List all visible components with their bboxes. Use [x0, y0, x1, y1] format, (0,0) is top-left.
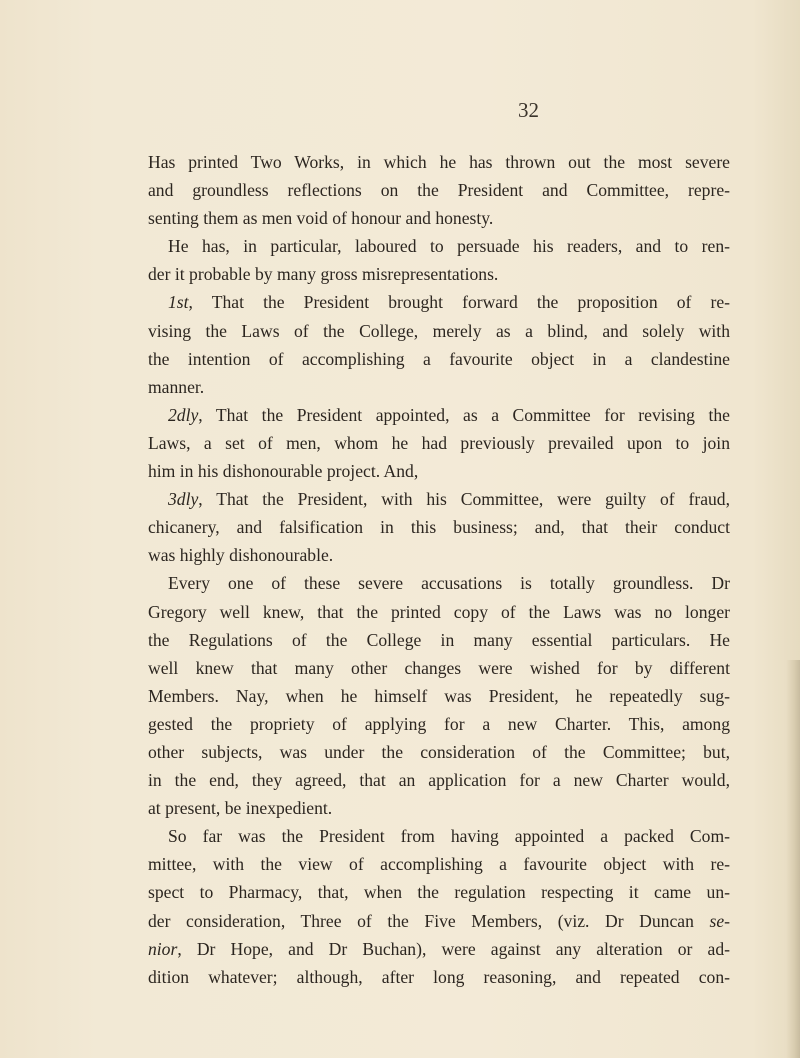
text-line	[148, 569, 730, 597]
text-line	[148, 232, 730, 260]
text-line	[148, 204, 730, 232]
text-line	[148, 485, 730, 513]
text-line	[148, 373, 730, 401]
text-line	[148, 429, 730, 457]
line-segment: , That the President appointed, as a Committee for revising the	[198, 404, 730, 425]
line-segment-italic: se-	[709, 910, 730, 931]
text-line	[148, 626, 730, 654]
text-line	[148, 457, 730, 485]
text-line	[148, 935, 730, 963]
text-line	[148, 401, 730, 429]
line-segment: well knew that many other changes were wished for by different	[148, 657, 730, 678]
line-segment: in the end, they agreed, that an application for a new Charter would,	[148, 770, 730, 791]
line-segment: Has printed Two Works, in which he has thrown out the most severe	[148, 152, 730, 172]
line-segment: at present, be inexpedient.	[148, 798, 333, 819]
text-line	[148, 738, 730, 766]
text-line	[148, 317, 730, 345]
line-segment: Laws, a set of men, whom he had previously prevailed upon to join	[148, 432, 730, 453]
text-line	[148, 541, 730, 569]
line-segment: spect to Pharmacy, that, when the regulation respecting it came un-	[148, 882, 730, 903]
text-line	[148, 148, 730, 176]
text-line	[148, 822, 730, 850]
page-edge-shadow	[786, 660, 800, 1058]
line-segment: vising the Laws of the College, merely as a blind, and solely with	[148, 320, 730, 341]
line-segment: , Dr Hope, and Dr Buchan), were against any alteration or ad-	[177, 938, 730, 959]
text-line	[148, 345, 730, 373]
text-line	[148, 513, 730, 541]
line-segment: So far was the President from having appointed a packed Com-	[168, 826, 730, 847]
text-line	[148, 850, 730, 878]
page-number: 32	[518, 98, 539, 122]
line-segment: Members. Nay, when he himself was President, he repeatedly sug-	[148, 685, 730, 706]
line-segment: the intention of accomplishing a favourite object in a clandestine	[148, 348, 730, 369]
line-segment: dition whatever; although, after long reasoning, and repeated con-	[148, 966, 730, 987]
line-segment: , That the President, with his Committee, were guilty of fraud,	[198, 489, 730, 510]
text-line	[148, 176, 730, 204]
line-segment: gested the propriety of applying for a new Charter. This, among	[148, 713, 730, 734]
line-segment: manner.	[148, 376, 205, 397]
line-segment: der consideration, Three of the Five Members, (viz. Dr Duncan	[148, 910, 710, 931]
line-segment: other subjects, was under the consideration of the Committee; but,	[148, 741, 730, 762]
line-segment: was highly dishonourable.	[148, 545, 334, 566]
line-segment-italic: 3dly	[168, 489, 199, 510]
text-line	[148, 710, 730, 738]
text-line	[148, 654, 730, 682]
text-line	[148, 598, 730, 626]
line-segment-italic: 2dly	[168, 404, 199, 425]
text-line	[148, 766, 730, 794]
line-segment: chicanery, and falsification in this business; and, that their conduct	[148, 517, 730, 538]
line-segment: Gregory well knew, that the printed copy of the Laws was no longer	[148, 601, 730, 622]
line-segment-italic: 1st	[168, 292, 189, 313]
line-segment: mittee, with the view of accomplishing a favourite object with re-	[148, 854, 730, 875]
line-segment-italic: nior	[148, 938, 178, 959]
line-segment: him in his dishonourable project. And,	[148, 461, 419, 482]
text-line	[148, 963, 730, 991]
line-segment: , That the President brought forward the proposition of re-	[188, 292, 730, 313]
line-segment: He has, in particular, laboured to persuade his readers, and to ren-	[168, 236, 730, 257]
body-text	[148, 148, 730, 991]
text-line	[148, 907, 730, 935]
text-line	[148, 260, 730, 288]
text-line	[148, 794, 730, 822]
text-line	[148, 682, 730, 710]
line-segment: der it probable by many gross misrepresentations.	[148, 264, 499, 285]
line-segment: Every one of these severe accusations is totally groundless. Dr	[168, 573, 730, 594]
line-segment: and groundless reflections on the President and Committee, repre-	[148, 180, 730, 201]
text-line	[148, 288, 730, 316]
text-line	[148, 878, 730, 906]
line-segment: senting them as men void of honour and honesty.	[148, 208, 494, 229]
line-segment: the Regulations of the College in many essential particulars. He	[148, 629, 730, 650]
